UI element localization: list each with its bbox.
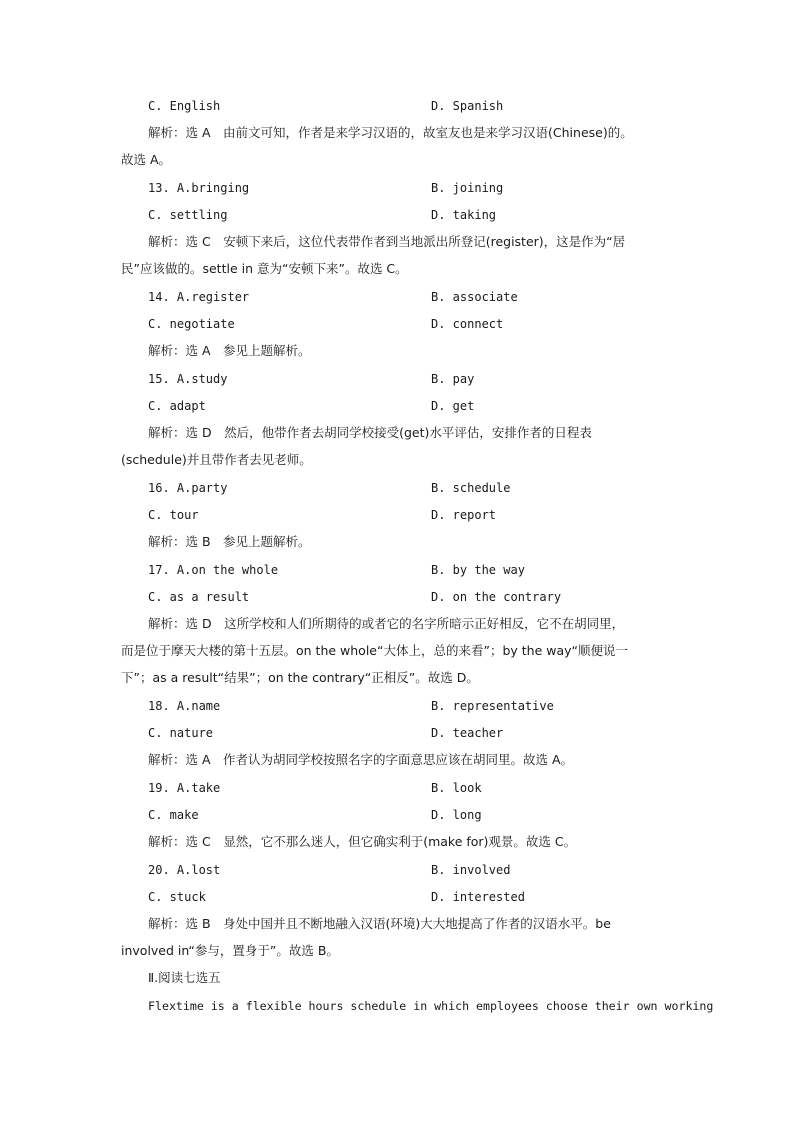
q17-option-b: B. by the way	[431, 563, 525, 577]
q18-explanation-line1: 解析：选 A 作者认为胡同学校按照名字的字面意思应该在胡同里。故选 A。	[148, 752, 574, 767]
q13-option-b: B. joining	[431, 181, 504, 195]
q16-option-d: D. report	[431, 508, 497, 522]
q19-explanation-line1: 解析：选 C 显然，它不那么迷人，但它确实利于(make for)观景。故选 C。	[148, 834, 577, 849]
q18-option-c: C. nature	[148, 726, 214, 740]
section-heading: Ⅱ.阅读七选五	[148, 970, 221, 985]
q12-option-c: C. English	[148, 99, 221, 113]
q20-explanation-line1: 解析：选 B 身处中国并且不断地融入汉语(环境)大大地提高了作者的汉语水平。be	[148, 916, 611, 931]
q13-option-c: C. settling	[148, 208, 228, 222]
q17-explanation-line1: 解析：选 D 这所学校和人们所期待的或者它的名字所暗示正好相反，它不在胡同里，	[148, 616, 625, 631]
q20-option-c: C. stuck	[148, 890, 206, 904]
q15-option-a: 15. A.study	[148, 372, 228, 386]
q15-explanation-line1: 解析：选 D 然后，他带作者去胡同学校接受(get)水平评估，安排作者的日程表	[148, 425, 592, 440]
q17-explanation-line3: 下”；as a result“结果”；on the contrary“正相反”。故选 D。	[121, 670, 479, 685]
q19-option-b: B. look	[431, 781, 482, 795]
q20-option-d: D. interested	[431, 890, 525, 904]
q15-option-c: C. adapt	[148, 399, 206, 413]
q14-option-c: C. negotiate	[148, 317, 235, 331]
q16-option-a: 16. A.party	[148, 481, 228, 495]
q19-option-c: C. make	[148, 808, 199, 822]
q13-option-d: D. taking	[431, 208, 497, 222]
q17-option-c: C. as a result	[148, 590, 250, 604]
q12-explanation-line2: 故选 A。	[121, 152, 172, 167]
q17-explanation-line2: 而是位于摩天大楼的第十五层。on the whole“大体上，总的来看”；by the way“顺便说一	[121, 643, 628, 658]
q18-option-b: B. representative	[431, 699, 554, 713]
q12-explanation-line1: 解析：选 A 由前文可知，作者是来学习汉语的，故室友也是来学习汉语(Chinese)的。	[148, 125, 633, 140]
q15-option-b: B. pay	[431, 372, 475, 386]
q16-option-c: C. tour	[148, 508, 199, 522]
q17-option-a: 17. A.on the whole	[148, 563, 279, 577]
q18-option-a: 18. A.name	[148, 699, 221, 713]
q20-explanation-line2: involved in“参与，置身于”。故选 B。	[121, 943, 339, 958]
q12-option-d: D. Spanish	[431, 99, 504, 113]
q13-explanation-line1: 解析：选 C 安顿下来后，这位代表带作者到当地派出所登记(register)，这是作为“居	[148, 234, 626, 249]
q14-explanation-line1: 解析：选 A 参见上题解析。	[148, 343, 311, 358]
q15-explanation-line2: (schedule)并且带作者去见老师。	[121, 452, 312, 467]
q17-option-d: D. on the contrary	[431, 590, 562, 604]
q16-option-b: B. schedule	[431, 481, 511, 495]
q18-option-d: D. teacher	[431, 726, 504, 740]
q19-option-a: 19. A.take	[148, 781, 221, 795]
q13-option-a: 13. A.bringing	[148, 181, 250, 195]
q15-option-d: D. get	[431, 399, 475, 413]
passage-line1: Flextime is a flexible hours schedule in which employees choose their own working	[148, 999, 714, 1013]
q14-option-d: D. connect	[431, 317, 504, 331]
q14-option-a: 14. A.register	[148, 290, 250, 304]
q14-option-b: B. associate	[431, 290, 518, 304]
q20-option-a: 20. A.lost	[148, 863, 221, 877]
q16-explanation-line1: 解析：选 B 参见上题解析。	[148, 534, 311, 549]
q13-explanation-line2: 民”应该做的。settle in 意为“安顿下来”。故选 C。	[121, 261, 408, 276]
q20-option-b: B. involved	[431, 863, 511, 877]
q19-option-d: D. long	[431, 808, 482, 822]
